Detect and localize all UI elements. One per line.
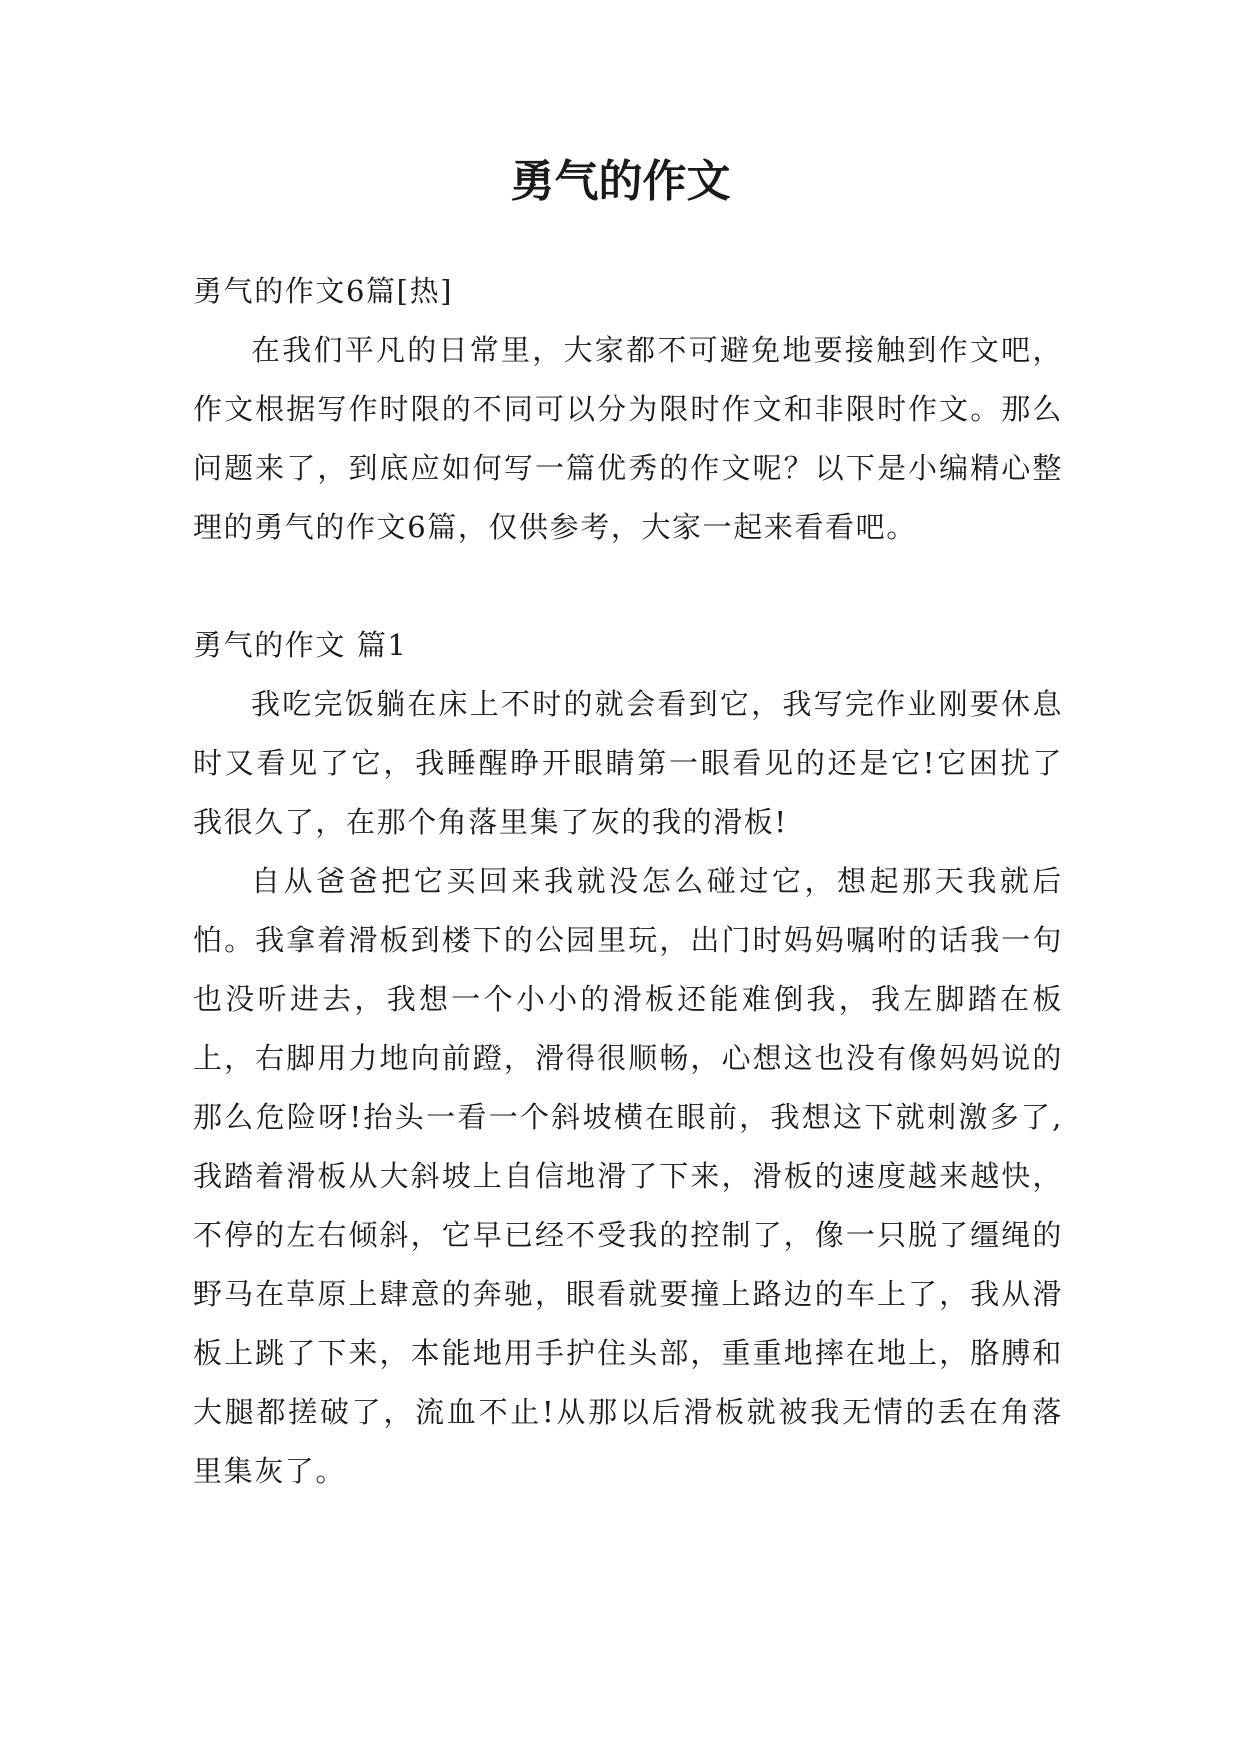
intro-paragraph: 在我们平凡的日常里，大家都不可避免地要接触到作文吧，作文根据写作时限的不同可以分为限时作文和非限时作文。那么问题来了，到底应如何写一篇优秀的作文呢？以下是小编精心整理的勇气的作文6篇，仅供参考，大家一起来看看吧。 — [193, 333, 1063, 544]
body-paragraph: 我吃完饭躺在床上不时的就会看到它，我写完作业刚要休息时又看见了它，我睡醒睁开眼睛第一眼看见的还是它!它困扰了我很久了，在那个角落里集了灰的我的滑板! — [193, 687, 1063, 839]
document-subtitle: 勇气的作文6篇[热] — [193, 274, 454, 308]
document-body — [193, 262, 1063, 1501]
section-spacer — [193, 557, 1063, 616]
section-heading: 勇气的作文 篇1 — [193, 628, 408, 662]
document-title: 勇气的作文 — [510, 156, 731, 207]
body-paragraph: 自从爸爸把它买回来我就没怎么碰过它，想起那天我就后怕。我拿着滑板到楼下的公园里玩，出门时妈妈嘱咐的话我一句也没听进去，我想一个小小的滑板还能难倒我，我左脚踏在板上，右脚用力地向前蹬，滑得很顺畅，心想这也没有像妈妈说的那么危险呀!抬头一看一个斜坡横在眼前，我想这下就刺激多了,我踏着滑板从大斜坡上自信地滑了下来，滑板的速度越来越快，不停的左右倾斜，它早已经不受我的控制了，像一只脱了缰绳的野马在草原上肆意的奔驰，眼看就要撞上路边的车上了，我从滑板上跳了下来，本能地用手护住头部，重重地摔在地上，胳膊和大腿都搓破了，流血不止!从那以后滑板就被我无情的丢在角落里集灰了。 — [193, 864, 1063, 1488]
